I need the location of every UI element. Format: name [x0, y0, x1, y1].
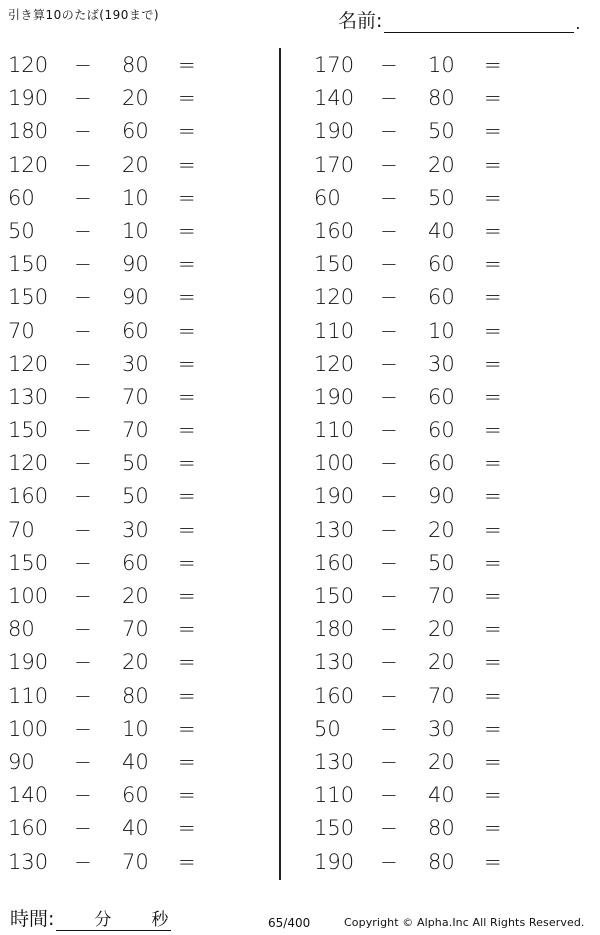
problem-row [314, 348, 554, 381]
problem-row [8, 580, 248, 613]
minus-sign: − [74, 484, 92, 509]
problem-column-left [8, 49, 248, 879]
subtrahend: 80 [428, 816, 455, 841]
subtrahend: 40 [122, 816, 149, 841]
minus-sign: − [74, 252, 92, 277]
subtrahend: 20 [122, 584, 149, 608]
equals-sign: = [484, 351, 502, 376]
minuend: 160 [314, 683, 355, 708]
problem-row [314, 846, 554, 879]
minuend: 150 [8, 285, 49, 310]
subtrahend: 10 [122, 218, 149, 243]
problem-row [314, 547, 554, 580]
minus-sign: − [74, 351, 92, 376]
minus-sign: − [380, 119, 398, 144]
subtrahend: 10 [428, 318, 455, 343]
subtrahend: 30 [428, 716, 455, 741]
problem-row [314, 613, 554, 646]
minuend: 130 [314, 749, 355, 774]
minuend: 180 [314, 617, 355, 642]
minus-sign: − [380, 550, 398, 575]
problem-row [8, 779, 248, 812]
subtrahend: 50 [428, 185, 455, 210]
minus-sign: − [74, 550, 92, 575]
equals-sign: = [484, 816, 502, 841]
equals-sign: = [484, 749, 502, 774]
problem-row [8, 49, 248, 82]
equals-sign: = [484, 53, 502, 77]
equals-sign: = [484, 484, 502, 509]
problem-row [314, 447, 554, 480]
problem-row [8, 348, 248, 381]
equals-sign: = [178, 351, 196, 376]
minuend: 150 [8, 252, 49, 277]
minus-sign: − [74, 418, 92, 443]
equals-sign: = [484, 716, 502, 741]
minus-sign: − [380, 650, 398, 675]
equals-sign: = [178, 517, 196, 542]
minuend: 190 [314, 484, 355, 509]
minus-sign: − [74, 849, 92, 874]
equals-sign: = [178, 218, 196, 243]
equals-sign: = [178, 451, 196, 476]
problem-row [314, 281, 554, 314]
subtrahend: 30 [122, 517, 149, 542]
minuend: 100 [8, 584, 49, 608]
subtrahend: 40 [428, 218, 455, 243]
minuend: 140 [314, 86, 355, 111]
equals-sign: = [178, 816, 196, 841]
subtrahend: 70 [122, 384, 149, 409]
equals-sign: = [178, 384, 196, 409]
problem-row [314, 315, 554, 348]
equals-sign: = [484, 517, 502, 542]
subtrahend: 40 [428, 783, 455, 808]
problem-row [8, 646, 248, 679]
problem-row [314, 248, 554, 281]
minuend: 160 [314, 550, 355, 575]
problem-row [314, 680, 554, 713]
subtrahend: 20 [428, 152, 455, 177]
subtrahend: 10 [122, 185, 149, 210]
minus-sign: − [74, 318, 92, 343]
name-blank[interactable] [384, 12, 574, 33]
minus-sign: − [74, 584, 92, 608]
minuend: 110 [314, 318, 355, 343]
minuend: 100 [8, 716, 49, 741]
minus-sign: − [74, 451, 92, 476]
minus-sign: − [74, 285, 92, 310]
minuend: 90 [8, 749, 35, 774]
equals-sign: = [178, 152, 196, 177]
problem-row [8, 812, 248, 845]
minuend: 120 [8, 351, 49, 376]
minus-sign: − [380, 716, 398, 741]
equals-sign: = [178, 86, 196, 111]
time-label: 時間: [10, 908, 55, 930]
minus-sign: − [74, 816, 92, 841]
problem-column-right [314, 49, 554, 879]
minuend: 150 [314, 584, 355, 608]
problem-row [314, 82, 554, 115]
equals-sign: = [178, 550, 196, 575]
subtrahend: 20 [122, 650, 149, 675]
minus-sign: − [380, 152, 398, 177]
minuend: 80 [8, 617, 35, 642]
problem-row [314, 514, 554, 547]
subtrahend: 80 [122, 683, 149, 708]
minuend: 70 [8, 318, 35, 343]
minuend: 190 [8, 86, 49, 111]
subtrahend: 10 [122, 716, 149, 741]
equals-sign: = [178, 418, 196, 443]
equals-sign: = [484, 849, 502, 874]
problem-row [8, 215, 248, 248]
subtrahend: 20 [428, 650, 455, 675]
minuend: 110 [314, 783, 355, 808]
equals-sign: = [484, 119, 502, 144]
subtrahend: 20 [122, 86, 149, 111]
minuend: 130 [8, 849, 49, 874]
problem-row [8, 248, 248, 281]
subtrahend: 70 [428, 683, 455, 708]
minus-sign: − [74, 119, 92, 144]
subtrahend: 80 [428, 86, 455, 111]
minuend: 150 [314, 816, 355, 841]
minus-sign: − [380, 484, 398, 509]
subtrahend: 60 [122, 783, 149, 808]
minuend: 130 [314, 650, 355, 675]
minuend: 150 [314, 252, 355, 277]
equals-sign: = [178, 716, 196, 741]
minus-sign: − [380, 418, 398, 443]
minus-sign: − [380, 53, 398, 77]
problem-row [8, 447, 248, 480]
minus-sign: − [74, 683, 92, 708]
equals-sign: = [484, 185, 502, 210]
minuend: 190 [314, 119, 355, 144]
equals-sign: = [484, 86, 502, 111]
column-divider [279, 48, 281, 880]
equals-sign: = [484, 683, 502, 708]
problem-row [8, 613, 248, 646]
minuend: 150 [8, 418, 49, 443]
minuend: 110 [314, 418, 355, 443]
equals-sign: = [178, 617, 196, 642]
minuend: 60 [314, 185, 341, 210]
page-number: 65/400 [268, 916, 311, 930]
minuend: 120 [8, 451, 49, 476]
equals-sign: = [484, 550, 502, 575]
subtrahend: 60 [428, 418, 455, 443]
minuend: 160 [8, 816, 49, 841]
problem-row [314, 149, 554, 182]
minuend: 140 [8, 783, 49, 808]
subtrahend: 20 [428, 517, 455, 542]
minuend: 110 [8, 683, 49, 708]
equals-sign: = [178, 252, 196, 277]
subtrahend: 20 [428, 617, 455, 642]
problem-row [8, 82, 248, 115]
equals-sign: = [484, 451, 502, 476]
equals-sign: = [178, 53, 196, 77]
subtrahend: 50 [122, 451, 149, 476]
problem-row [8, 713, 248, 746]
problem-row [314, 480, 554, 513]
minus-sign: − [74, 749, 92, 774]
seconds-label: 秒 [151, 910, 169, 930]
subtrahend: 70 [428, 584, 455, 608]
name-label: 名前: [338, 10, 383, 32]
minus-sign: − [74, 152, 92, 177]
minutes-label: 分 [94, 910, 112, 930]
minuend: 170 [314, 53, 355, 77]
problem-row [8, 514, 248, 547]
subtrahend: 60 [122, 318, 149, 343]
equals-sign: = [178, 285, 196, 310]
problem-row [314, 215, 554, 248]
subtrahend: 70 [122, 617, 149, 642]
subtrahend: 20 [122, 152, 149, 177]
equals-sign: = [484, 218, 502, 243]
subtrahend: 30 [122, 351, 149, 376]
minuend: 100 [314, 451, 355, 476]
minus-sign: − [380, 816, 398, 841]
subtrahend: 60 [122, 550, 149, 575]
equals-sign: = [484, 285, 502, 310]
minus-sign: − [380, 683, 398, 708]
problem-row [314, 646, 554, 679]
minuend: 160 [314, 218, 355, 243]
problem-row [314, 713, 554, 746]
subtrahend: 60 [428, 451, 455, 476]
time-blank[interactable] [56, 908, 171, 931]
equals-sign: = [484, 152, 502, 177]
minus-sign: − [380, 218, 398, 243]
minuend: 160 [8, 484, 49, 509]
minus-sign: − [380, 783, 398, 808]
subtrahend: 60 [428, 252, 455, 277]
minus-sign: − [74, 650, 92, 675]
subtrahend: 70 [122, 849, 149, 874]
minuend: 190 [314, 384, 355, 409]
copyright-notice: Copyright © Alpha.Inc All Rights Reserved. [344, 916, 585, 929]
subtrahend: 90 [428, 484, 455, 509]
minus-sign: − [380, 517, 398, 542]
subtrahend: 60 [122, 119, 149, 144]
subtrahend: 60 [428, 384, 455, 409]
problem-row [314, 182, 554, 215]
problem-row [8, 680, 248, 713]
minuend: 50 [314, 716, 341, 741]
minuend: 120 [8, 53, 49, 77]
problem-row [314, 812, 554, 845]
equals-sign: = [484, 584, 502, 608]
minus-sign: − [74, 53, 92, 77]
subtrahend: 20 [428, 749, 455, 774]
minus-sign: − [380, 849, 398, 874]
problem-row [314, 580, 554, 613]
equals-sign: = [484, 418, 502, 443]
subtrahend: 80 [428, 849, 455, 874]
equals-sign: = [484, 617, 502, 642]
minuend: 130 [314, 517, 355, 542]
minus-sign: − [74, 617, 92, 642]
equals-sign: = [178, 318, 196, 343]
equals-sign: = [484, 318, 502, 343]
equals-sign: = [178, 584, 196, 608]
equals-sign: = [178, 849, 196, 874]
equals-sign: = [484, 783, 502, 808]
minuend: 120 [8, 152, 49, 177]
subtrahend: 50 [122, 484, 149, 509]
minus-sign: − [380, 185, 398, 210]
problem-row [314, 779, 554, 812]
subtrahend: 40 [122, 749, 149, 774]
problem-row [314, 381, 554, 414]
minus-sign: − [380, 617, 398, 642]
subtrahend: 90 [122, 252, 149, 277]
problem-row [8, 381, 248, 414]
subtrahend: 50 [428, 550, 455, 575]
subtrahend: 70 [122, 418, 149, 443]
minus-sign: − [74, 384, 92, 409]
subtrahend: 80 [122, 53, 149, 77]
subtrahend: 10 [428, 53, 455, 77]
minus-sign: − [380, 285, 398, 310]
minuend: 190 [314, 849, 355, 874]
problem-row [8, 547, 248, 580]
minus-sign: − [380, 351, 398, 376]
subtrahend: 60 [428, 285, 455, 310]
time-field [10, 904, 171, 931]
minus-sign: − [74, 783, 92, 808]
minuend: 170 [314, 152, 355, 177]
subtrahend: 30 [428, 351, 455, 376]
problem-row [8, 414, 248, 447]
minuend: 190 [8, 650, 49, 675]
minuend: 180 [8, 119, 49, 144]
minuend: 60 [8, 185, 35, 210]
problem-row [8, 315, 248, 348]
problem-row [314, 49, 554, 82]
minus-sign: − [380, 384, 398, 409]
minuend: 150 [8, 550, 49, 575]
minuend: 120 [314, 285, 355, 310]
problem-row [8, 746, 248, 779]
minuend: 130 [8, 384, 49, 409]
minus-sign: − [380, 451, 398, 476]
minus-sign: − [380, 252, 398, 277]
equals-sign: = [178, 484, 196, 509]
minus-sign: − [380, 584, 398, 608]
problem-row [8, 115, 248, 148]
minus-sign: − [380, 749, 398, 774]
worksheet-title: 引き算10のたば(190まで) [8, 8, 160, 22]
equals-sign: = [178, 783, 196, 808]
name-field [338, 6, 581, 33]
equals-sign: = [484, 252, 502, 277]
equals-sign: = [178, 185, 196, 210]
problem-row [8, 182, 248, 215]
minus-sign: − [74, 218, 92, 243]
minus-sign: − [74, 517, 92, 542]
minus-sign: − [74, 185, 92, 210]
equals-sign: = [178, 683, 196, 708]
problem-row [8, 480, 248, 513]
name-end-dot: . [575, 14, 581, 33]
problem-row [8, 846, 248, 879]
subtrahend: 50 [428, 119, 455, 144]
problem-row [8, 281, 248, 314]
problem-row [314, 746, 554, 779]
problem-row [8, 149, 248, 182]
equals-sign: = [178, 749, 196, 774]
equals-sign: = [178, 119, 196, 144]
minuend: 50 [8, 218, 35, 243]
minus-sign: − [74, 716, 92, 741]
minuend: 70 [8, 517, 35, 542]
problem-row [314, 414, 554, 447]
problem-row [314, 115, 554, 148]
equals-sign: = [178, 650, 196, 675]
minus-sign: − [74, 86, 92, 111]
minus-sign: − [380, 318, 398, 343]
minuend: 120 [314, 351, 355, 376]
equals-sign: = [484, 384, 502, 409]
equals-sign: = [484, 650, 502, 675]
subtrahend: 90 [122, 285, 149, 310]
minus-sign: − [380, 86, 398, 111]
